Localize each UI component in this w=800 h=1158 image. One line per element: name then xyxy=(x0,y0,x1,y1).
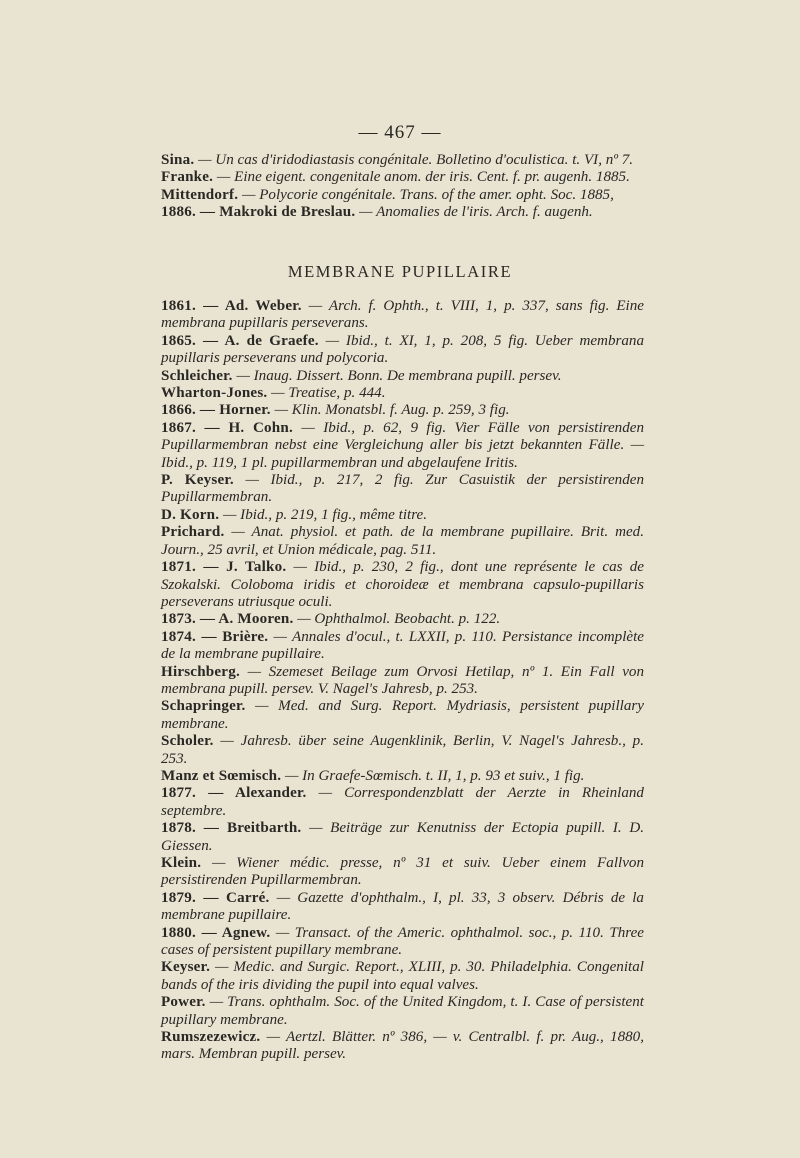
bibliography-entry xyxy=(161,785,644,820)
entry-reference: — Trans. ophthalm. Soc. of the United Kingdom, t. I. Case of persistent pupillary membrane. xyxy=(161,994,644,1028)
entry-reference: — Ibid., t. XI, 1, p. 208, 5 fig. Ueber membrana pupillaris perseverans und polycoria. xyxy=(161,332,645,367)
bibliography-entry xyxy=(161,169,644,186)
entry-author: Rumszezewicz. xyxy=(161,1029,261,1046)
entry-author: 1878. — Breitbarth. xyxy=(161,820,302,837)
entry-author: 1874. — Brière. xyxy=(161,628,269,645)
entry-author: Sina. xyxy=(161,152,195,168)
bibliography-entry xyxy=(161,890,644,925)
entry-reference: — Anomalies de l'iris. Arch. f. augenh. xyxy=(359,204,593,221)
entry-author: 1865. — A. de Graefe. xyxy=(161,332,319,349)
bibliography-list xyxy=(161,298,644,1064)
bibliography-entry xyxy=(161,187,644,204)
entry-author: Prichard. xyxy=(161,524,225,541)
bibliography-entry xyxy=(161,152,644,169)
bibliography-entry xyxy=(161,698,644,733)
bibliography-entry xyxy=(161,385,644,402)
entry-reference: — Wiener médic. presse, nº 31 et suiv. Ueber einem Fallvon persistirenden Pupillarmembran. xyxy=(161,855,645,889)
entry-author: 1871. — J. Talko. xyxy=(161,559,287,576)
entry-reference: — Medic. and Surgic. Report., XLIII, p. 30. Philadelphia. Congenital bands of the iris dividing the pupil into equal valves. xyxy=(161,959,644,993)
bibliography-entry xyxy=(161,959,644,994)
bibliography-entry xyxy=(161,611,644,628)
section-title: MEMBRANE PUPILLAIRE xyxy=(287,262,513,281)
bibliography-entry xyxy=(161,507,644,524)
entry-author: Hirschberg. xyxy=(161,663,240,680)
bibliography-entry xyxy=(161,472,644,507)
entry-reference: — Ibid., p. 217, 2 fig. Zur Casuistik der persistirenden Pupillarmembran. xyxy=(161,472,645,506)
entry-reference: — Transact. of the Americ. ophthalmol. soc., p. 110. Three cases of persistent pupillary membrane. xyxy=(161,924,644,959)
entry-reference: — Ibid., p. 62, 9 fig. Vier Fälle von persistirenden Pupillarmembran nebst eine Vergleichung aller bis jetzt bekannten Fälle. — Ibid., p. 119, 1 pl. pupillarmembran und abgelaufene Iritis. xyxy=(161,419,645,471)
entry-reference: — Beiträge zur Kenutniss der Ectopia pupill. I. D. Giessen. xyxy=(161,820,644,854)
entry-reference: — Eine eigent. congenitale anom. der iris. Cent. f. pr. augenh. 1885. xyxy=(216,169,630,186)
bibliography-entry xyxy=(161,664,644,699)
bibliography-entry xyxy=(161,368,644,385)
entry-reference: — Szemeset Beilage zum Orvosi Hetilap, nº 1. Ein Fall von membrana pupill. persev. V. Nagel's Jahresb, p. 253. xyxy=(161,663,644,697)
entry-reference: — Annales d'ocul., t. LXXII, p. 110. Persistance incomplète de la membrane pupillaire. xyxy=(161,628,644,663)
entry-reference: — Anat. physiol. et path. de la membrane pupillaire. Brit. med. Journ., 25 avril, et Union médicale, pag. 511. xyxy=(161,524,644,558)
entry-reference: — In Graefe-Sœmisch. t. II, 1, p. 93 et suiv., 1 fig. xyxy=(284,767,585,784)
entry-author: Scholer. xyxy=(161,733,214,750)
entry-author: 1877. — Alexander. xyxy=(161,785,307,802)
bibliography-entry xyxy=(161,1029,644,1064)
entry-author: Schleicher. xyxy=(161,367,233,384)
entry-reference: — Correspondenzblatt der Aerzte in Rheinland septembre. xyxy=(161,785,644,819)
bibliography-entry xyxy=(161,524,644,559)
entry-author: 1879. — Carré. xyxy=(161,889,270,906)
entry-author: 1867. — H. Cohn. xyxy=(161,419,293,436)
entry-author: Keyser. xyxy=(161,959,211,976)
entry-reference: — Ibid., p. 219, 1 fig., même titre. xyxy=(222,506,428,523)
entry-reference: — Gazette d'ophthalm., I, pl. 33, 3 observ. Débris de la membrane pupillaire. xyxy=(161,889,644,924)
entry-author: 1873. — A. Mooren. xyxy=(161,611,294,628)
entry-reference: — Jahresb. über seine Augenklinik, Berlin, V. Nagel's Jahresb., p. 253. xyxy=(161,733,644,767)
entry-reference: — Aertzl. Blätter. nº 386, — v. Centralbl. f. pr. Aug., 1880, mars. Membran pupill. persev. xyxy=(161,1029,644,1063)
entry-author: Schapringer. xyxy=(161,698,246,715)
entry-author: Manz et Sœmisch. xyxy=(161,767,282,784)
entry-author: P. Keyser. xyxy=(161,472,234,489)
entry-reference: — Med. and Surg. Report. Mydriasis, persistent pupillary membrane. xyxy=(161,698,644,732)
bibliography-entry xyxy=(161,733,644,768)
page-number: — 467 — xyxy=(358,122,442,143)
bibliography-entry xyxy=(161,204,644,221)
bibliography-entry xyxy=(161,855,644,890)
entry-author: 1861. — Ad. Weber. xyxy=(161,298,302,314)
bibliography-entry xyxy=(161,768,644,785)
entry-author: Wharton-Jones. xyxy=(161,385,268,402)
bibliography-entry xyxy=(161,333,644,368)
bibliography-entry xyxy=(161,559,644,611)
entry-reference: — Ophthalmol. Beobacht. p. 122. xyxy=(297,611,501,628)
intro-bibliography xyxy=(161,152,644,222)
entry-reference: — Ibid., p. 230, 2 fig., dont une représente le cas de Szokalski. Coloboma iridis et choroideæ et membrana capsulo-pupillaris perseverans utriusque oculi. xyxy=(161,559,644,610)
entry-reference: — Arch. f. Ophth., t. VIII, 1, p. 337, sans fig. Eine membrana pupillaris perseverans. xyxy=(161,298,645,332)
entry-author: Franke. xyxy=(161,169,214,186)
bibliography-entry xyxy=(161,994,644,1029)
entry-author: Mittendorf. xyxy=(161,186,239,203)
entry-reference: — Treatise, p. 444. xyxy=(271,385,386,402)
bibliography-entry xyxy=(161,925,644,960)
entry-reference: — Klin. Monatsbl. f. Aug. p. 259, 3 fig. xyxy=(274,402,510,419)
bibliography-entry xyxy=(161,629,644,664)
entry-reference: — Polycorie congénitale. Trans. of the amer. opht. Soc. 1885, xyxy=(242,186,614,203)
entry-author: 1886. — Makroki de Breslau. xyxy=(161,204,356,221)
entry-author: Power. xyxy=(161,994,206,1011)
entry-author: 1866. — Horner. xyxy=(161,402,271,419)
entry-reference: — Inaug. Dissert. Bonn. De membrana pupill. persev. xyxy=(236,367,562,384)
bibliography-entry xyxy=(161,402,644,419)
bibliography-entry xyxy=(161,820,644,855)
bibliography-entry xyxy=(161,298,644,333)
entry-author: 1880. — Agnew. xyxy=(161,924,271,941)
entry-reference: — Un cas d'iridodiastasis congénitale. Bolletino d'oculistica. t. VI, nº 7. xyxy=(198,152,634,168)
entry-author: Klein. xyxy=(161,855,202,871)
bibliography-entry xyxy=(161,420,644,472)
entry-author: D. Korn. xyxy=(161,506,220,523)
